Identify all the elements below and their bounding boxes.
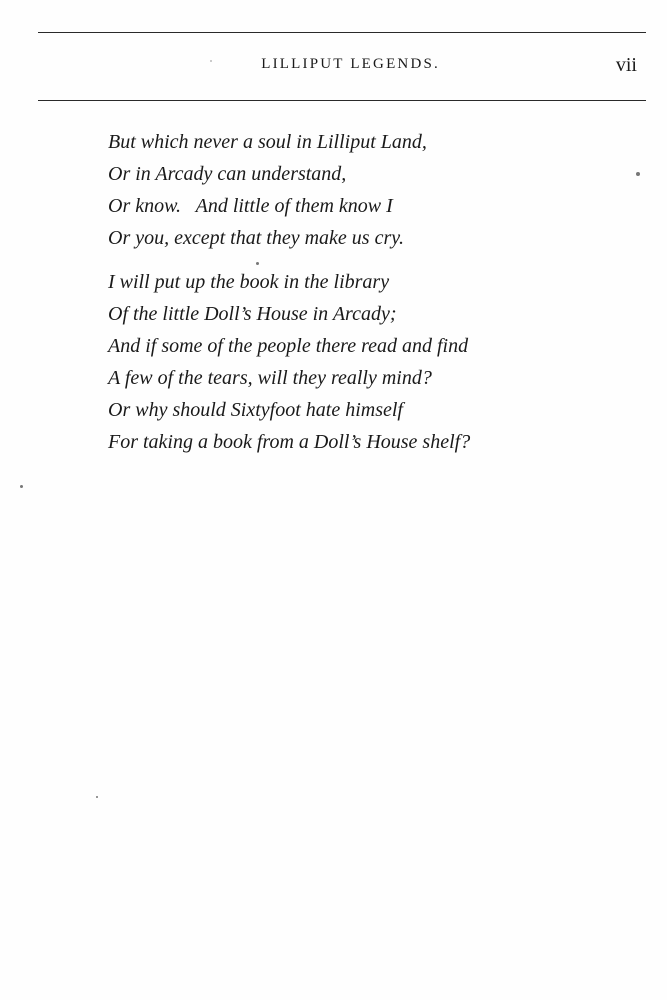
poem-line: Or know. And little of them know I [108,195,393,217]
poem-line: I will put up the book in the library [108,271,390,293]
running-title: LILLIPUT LEGENDS. [261,56,440,72]
print-speck [20,485,23,488]
poem-line: For taking a book from a Doll’s House shelf? [108,431,471,453]
poem-line: And if some of the people there read and find [108,335,469,357]
poem-line: Or in Arcady can understand, [108,163,347,185]
print-speck [256,262,259,265]
poem-line: A few of the tears, will they really mind? [108,367,432,389]
header-rule-bottom [38,100,646,101]
print-speck [636,172,640,176]
poem-line: Or why should Sixtyfoot hate himself [108,399,403,421]
poem-line: But which never a soul in Lilliput Land, [108,131,427,153]
poem-stanza-1 [108,126,427,254]
poem-line: Of the little Doll’s House in Arcady; [108,303,397,325]
poem-line: Or you, except that they make us cry. [108,227,405,249]
page-number: vii [615,54,637,76]
header-rule-top [38,32,646,33]
print-speck [210,60,212,62]
print-speck [96,796,98,798]
poem-stanza-2 [108,266,470,458]
